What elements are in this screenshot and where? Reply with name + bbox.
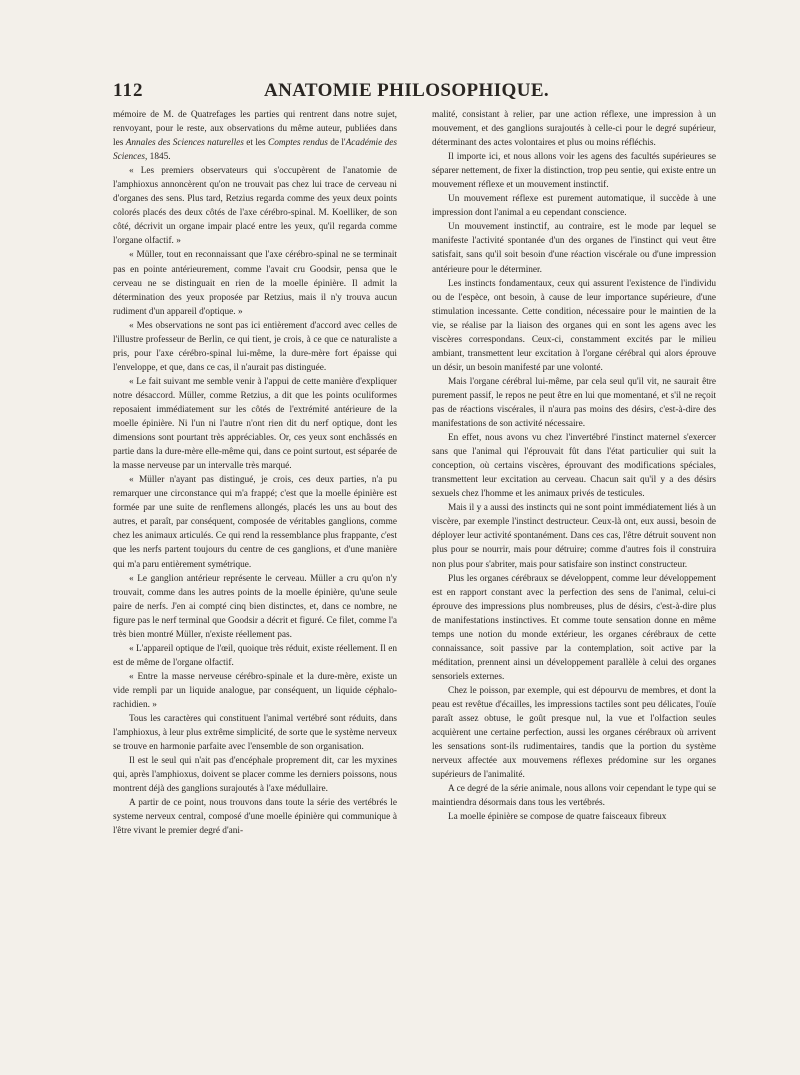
paragraph: Plus les organes cérébraux se développent, comme leur développement est en rapport constant avec la perfection des sens de l'animal, celui-ci éprouve des impressions plus nombreuses, plus de désirs, c'est-à-dire plus de manifestations instinctives. Et comme toute sensation donne en même temps une notion du monde extérieur, les organes cérébraux de cette connaissance, soit passive par la contemplation, soit active par la méditation, prennent ainsi un développement parallèle à celui des organes sensoriels externes. bbox=[432, 573, 716, 682]
paragraph: En effet, nous avons vu chez l'invertébré l'instinct maternel s'exercer sans que l'animal qui l'éprouvait fût dans l'état particulier qui suit la conception, où certains viscères, éprouvant des modifications spéciales, transmettent leur excitation au cerveau. Chacun sait qu'il y a des désirs sexuels chez l'homme et les animaux privés de testicules. bbox=[432, 433, 716, 500]
paragraph: Il est le seul qui n'ait pas d'encéphale proprement dit, car les myxines qui, après l'amphioxus, doivent se placer comme les derniers poissons, nous montrent déjà des ganglions surajoutés à l'axe médullaire. bbox=[113, 756, 397, 795]
page-header bbox=[113, 80, 700, 106]
paragraph: Chez le poisson, par exemple, qui est dépourvu de membres, et dont la peau est revêtue d'écailles, les impressions tactiles sont peu délicates, l'ouïe paraît assez obtuse, le goût presque nul, la vue et l'olfaction seules acquièrent une certaine perfection, aussi les organes cérébraux où arrivent les sensations sont-ils rudimentaires, tandis que la portion du système nerveux affectée aux mouvemens réflexes prédomine sur les organes supérieurs de l'animalité. bbox=[432, 685, 716, 781]
paragraph: « Les premiers observateurs qui s'occupèrent de l'anatomie de l'amphioxus annoncèrent qu'on ne trouvait pas chez lui trace de cerveau ni d'organes des sens. Plus tard, Retzius regarda comme des yeux deux points colorés placés des deux côtés de l'axe cérébro-spinal. M. Koelliker, de son côté, décrivit un organe impair placé entre les yeux, qu'il regarda comme l'organe olfactif. » bbox=[113, 166, 397, 247]
paragraph: « Mes observations ne sont pas ici entièrement d'accord avec celles de l'illustre professeur de Berlin, ce qui tient, je crois, à ce que ce naturaliste a pris, pour l'axe cérébro-spinal lui-même, la dure-mère fort épaisse qui l'enveloppe, et que, dans ce cas, il n'aurait pas distinguée. bbox=[113, 320, 397, 373]
paragraph: Un mouvement réflexe est purement automatique, il succède à une impression dont l'animal a eu cependant conscience. bbox=[432, 194, 716, 219]
page-number: 112 bbox=[113, 80, 144, 101]
paragraph: mémoire de M. de Quatrefages les parties qui rentrent dans notre sujet, renvoyant, pour le reste, aux observations du même auteur, publiées dans les Annales des Sciences naturelles et les Comptes rendus de l'Académie des Sciences, 1845. bbox=[113, 110, 398, 163]
paragraph: « Entre la masse nerveuse cérébro-spinale et la dure-mère, existe un vide rempli par un liquide analogue, par conséquent, un liquide céphalo-rachidien. » bbox=[113, 671, 397, 710]
paragraph: « L'appareil optique de l'œil, quoique très réduit, existe réellement. Il en est de même de l'organe olfactif. bbox=[113, 643, 397, 668]
paragraph: Mais l'organe cérébral lui-même, par cela seul qu'il vit, ne saurait être purement passif, le repos ne peut être en lui que momentané, et s'il ne reçoit pas de réactions viscérales, il n'aura pas moins des désirs, c'est-à-dire des manifestations de son activité nécessaire. bbox=[432, 376, 716, 430]
paragraph: Mais il y a aussi des instincts qui ne sont point immédiatement liés à un viscère, par exemple l'instinct destructeur. Ceux-là ont, eux aussi, besoin de déployer leur activité spontanément. Dans ces cas, l'être détruit souvent non plus pour se nourrir, mais pour détruire; comme d'autres fois il construira non plus pour s'abriter, mais pour satisfaire son instinct constructeur. bbox=[432, 503, 716, 570]
running-title: ANATOMIE PHILOSOPHIQUE. bbox=[263, 80, 550, 101]
paragraph: « Le ganglion antérieur représente le cerveau. Müller a cru qu'on n'y trouvait, comme dans les autres points de la moelle épinière, qu'une seule paire de nerfs. J'en ai compté cinq bien distinctes, et, dans ce nombre, ne figure pas le nerf terminal que Goodsir a décrit et figuré. Ce filet, comme l'a très bien montré Müller, n'existe réellement pas. bbox=[113, 573, 397, 640]
paragraph: Tous les caractères qui constituent l'animal vertébré sont réduits, dans l'amphioxus, à leur plus extrême simplicité, de sorte que le système nerveux se trouve en harmonie parfaite avec l'ensemble de son organisation. bbox=[113, 714, 397, 753]
paragraph: Il importe ici, et nous allons voir les agens des facultés supérieures se séparer nettement, de fixer la distinction, trop peu sentie, qui existe entre un mouvement réflexe et un mouvement instinctif. bbox=[432, 152, 716, 191]
left-column bbox=[113, 108, 397, 838]
paragraph: malité, consistant à relier, par une action réflexe, une impression à un mouvement, et des ganglions surajoutés à celle-ci pour le degré supérieur, déterminant des actes volontaires et plus ou moins réfléchis. bbox=[432, 110, 716, 149]
paragraph: « Le fait suivant me semble venir à l'appui de cette manière d'expliquer notre désaccord. Müller, comme Retzius, a dit que les points oculiformes reposaient immédiatement sur les côtés de l'extrémité antérieure de la moelle épinière. Ni l'un ni l'autre n'ont rien dit du nerf optique, dont les dimensions sont pourtant très appréciables. Or, ces yeux sont enchâssés en partie dans la dure-mère elle-même qui, dans ce point surtout, est séparée de la masse nerveuse par un intervalle très marqué. bbox=[113, 376, 397, 472]
paragraph: A ce degré de la série animale, nous allons voir cependant le type qui se maintiendra désormais dans tous les vertébrés. bbox=[432, 784, 716, 809]
paragraph: Les instincts fondamentaux, ceux qui assurent l'existence de l'individu ou de l'espèce, ont besoin, à cause de leur importance supérieure, d'une stimulation incessante. Cette condition, nécessaire pour le maintien de la vie, se réalise par la liaison des organes qui en sont les agens avec les viscères correspondans. Ceux-ci, constamment excités par le milieu ambiant, transmettent leur excitation à l'organe cérébral qui alors éprouve un désir, un besoin manifesté par une volonté. bbox=[432, 278, 716, 373]
right-column bbox=[432, 108, 716, 824]
paragraph: « Müller n'ayant pas distingué, je crois, ces deux parties, n'a pu remarquer une circonstance qui m'a frappé; c'est que la moelle épinière est formée par une suite de renflemens allongés, placés les uns au bout des autres, et paraît, par conséquent, composée de véritables ganglions, comme chez les animaux articulés. Ce qui rend la ressemblance plus frappante, c'est que les nerfs partent toujours du centre de ces ganglions, et d'une manière qui m'a paru entièrement symétrique. bbox=[113, 475, 397, 570]
paragraph: A partir de ce point, nous trouvons dans toute la série des vertébrés le systeme nerveux central, composé d'une moelle épinière qui communique à l'être vivant le premier degré d'ani- bbox=[113, 798, 397, 837]
paragraph: « Müller, tout en reconnaissant que l'axe cérébro-spinal ne se terminait pas en pointe antérieurement, comme l'avait cru Goodsir, pensa que le cerveau ne se distinguait en rien de la moelle épinière. Il admit la détermination des yeux proposée par Retzius, mais il n'y trouva aucun rudiment d'un appareil d'optique. » bbox=[113, 250, 397, 317]
paragraph: Un mouvement instinctif, au contraire, est le mode par lequel se manifeste l'activité spontanée d'un des organes de l'instinct qui veut être satisfait, sans qu'il soit besoin d'une réaction viscérale ou d'une impression antérieure pour le déterminer. bbox=[432, 222, 716, 275]
paragraph: La moelle épinière se compose de quatre faisceaux fibreux bbox=[448, 812, 667, 823]
